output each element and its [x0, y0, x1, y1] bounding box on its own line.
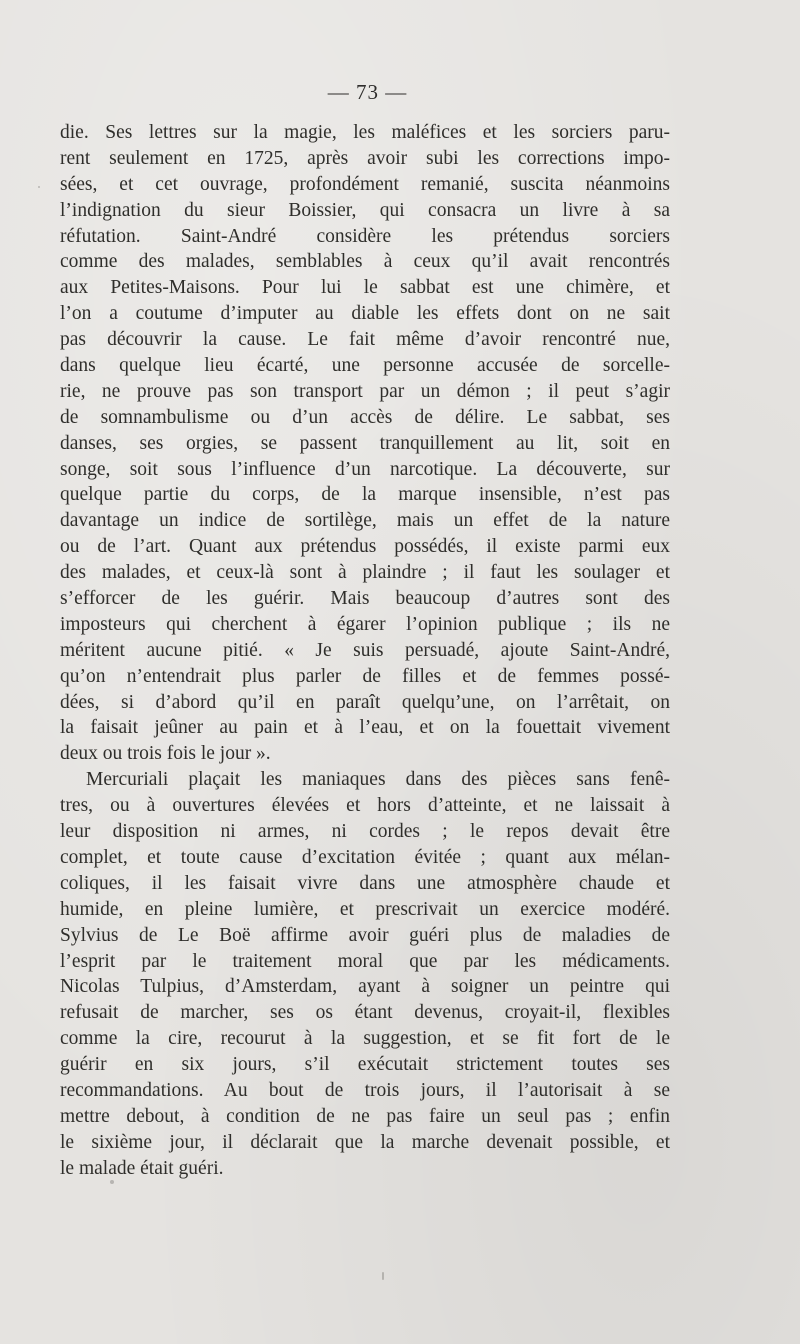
text-line: danses, ses orgies, se passent tranquillement au lit, soit en	[60, 432, 670, 454]
text-line: Nicolas Tulpius, d’Amsterdam, ayant à soigner un peintre qui	[60, 976, 670, 998]
text-line: méritent aucune pitié. « Je suis persuadé, ajoute Saint-André,	[60, 639, 670, 661]
text-line: des malades, et ceux-là sont à plaindre ; il faut les soulager et	[60, 562, 670, 584]
text-line: dées, si d’abord qu’il en paraît quelqu’une, on l’arrêtait, on	[60, 691, 670, 713]
text-line: humide, en pleine lumière, et prescrivait un exercice modéré.	[60, 898, 670, 920]
text-line: rie, ne prouve pas son transport par un démon ; il peut s’agir	[60, 380, 670, 402]
text-line: qu’on n’entendrait plus parler de filles et de femmes possé-	[60, 665, 670, 687]
text-line: deux ou trois fois le jour ».	[60, 743, 271, 765]
text-line: sées, et cet ouvrage, profondément remanié, suscita néanmoins	[60, 173, 670, 195]
text-line: comme des malades, semblables à ceux qu’il avait rencontrés	[60, 251, 670, 273]
paper-speck	[382, 1272, 384, 1280]
text-line: le sixième jour, il déclarait que la marche devenait possible, et	[60, 1131, 670, 1153]
text-line: Sylvius de Le Boë affirme avoir guéri plus de maladies de	[60, 924, 670, 946]
text-line: aux Petites-Maisons. Pour lui le sabbat est une chimère, et	[60, 277, 670, 299]
text-line: pas découvrir la cause. Le fait même d’avoir rencontré nue,	[60, 329, 670, 351]
text-line: refusait de marcher, ses os étant devenus, croyait-il, flexibles	[60, 1002, 670, 1024]
text-line: mettre debout, à condition de ne pas faire un seul pas ; enfin	[60, 1105, 670, 1127]
text-line: die. Ses lettres sur la magie, les maléfices et les sorciers paru-	[60, 122, 670, 143]
body-text	[60, 120, 670, 1182]
text-line: l’on a coutume d’imputer au diable les effets dont on ne sait	[60, 303, 670, 325]
text-line: leur disposition ni armes, ni cordes ; le repos devait être	[60, 821, 670, 843]
text-line: guérir en six jours, s’il exécutait strictement toutes ses	[60, 1054, 670, 1076]
text-line: l’esprit par le traitement moral que par les médicaments.	[60, 950, 670, 972]
text-line: imposteurs qui cherchent à égarer l’opinion publique ; ils ne	[60, 613, 670, 635]
paragraph	[60, 767, 670, 1181]
text-line: coliques, il les faisait vivre dans une atmosphère chaude et	[60, 872, 670, 894]
text-line: réfutation. Saint-André considère les prétendus sorciers	[60, 225, 670, 247]
text-line: rent seulement en 1725, après avoir subi les corrections impo-	[60, 147, 670, 169]
text-line: davantage un indice de sortilège, mais un effet de la nature	[60, 510, 670, 532]
text-line: le malade était guéri.	[60, 1157, 224, 1179]
text-line: s’efforcer de les guérir. Mais beaucoup d’autres sont des	[60, 588, 670, 610]
paper-speck	[110, 1180, 114, 1184]
text-line: Mercuriali plaçait les maniaques dans des pièces sans fenê-	[86, 769, 670, 791]
text-line: ou de l’art. Quant aux prétendus possédés, il existe parmi eux	[60, 536, 670, 558]
paragraph	[60, 120, 670, 767]
text-line: comme la cire, recourut à la suggestion, et se fit fort de le	[60, 1028, 670, 1050]
page-number: — 73 —	[327, 80, 408, 104]
text-line: de somnambulisme ou d’un accès de délire. Le sabbat, ses	[60, 406, 670, 428]
text-line: la faisait jeûner au pain et à l’eau, et on la fouettait vivement	[60, 717, 670, 739]
text-line: tres, ou à ouvertures élevées et hors d’atteinte, et ne laissait à	[60, 795, 670, 817]
text-line: l’indignation du sieur Boissier, qui consacra un livre à sa	[60, 199, 670, 221]
text-line: dans quelque lieu écarté, une personne accusée de sorcelle-	[60, 355, 670, 377]
text-line: complet, et toute cause d’excitation évitée ; quant aux mélan-	[60, 846, 670, 868]
text-line: songe, soit sous l’influence d’un narcotique. La découverte, sur	[60, 458, 670, 480]
paper-speck	[38, 186, 40, 188]
text-line: quelque partie du corps, de la marque insensible, n’est pas	[60, 484, 670, 506]
text-line: recommandations. Au bout de trois jours, il l’autorisait à se	[60, 1079, 670, 1101]
